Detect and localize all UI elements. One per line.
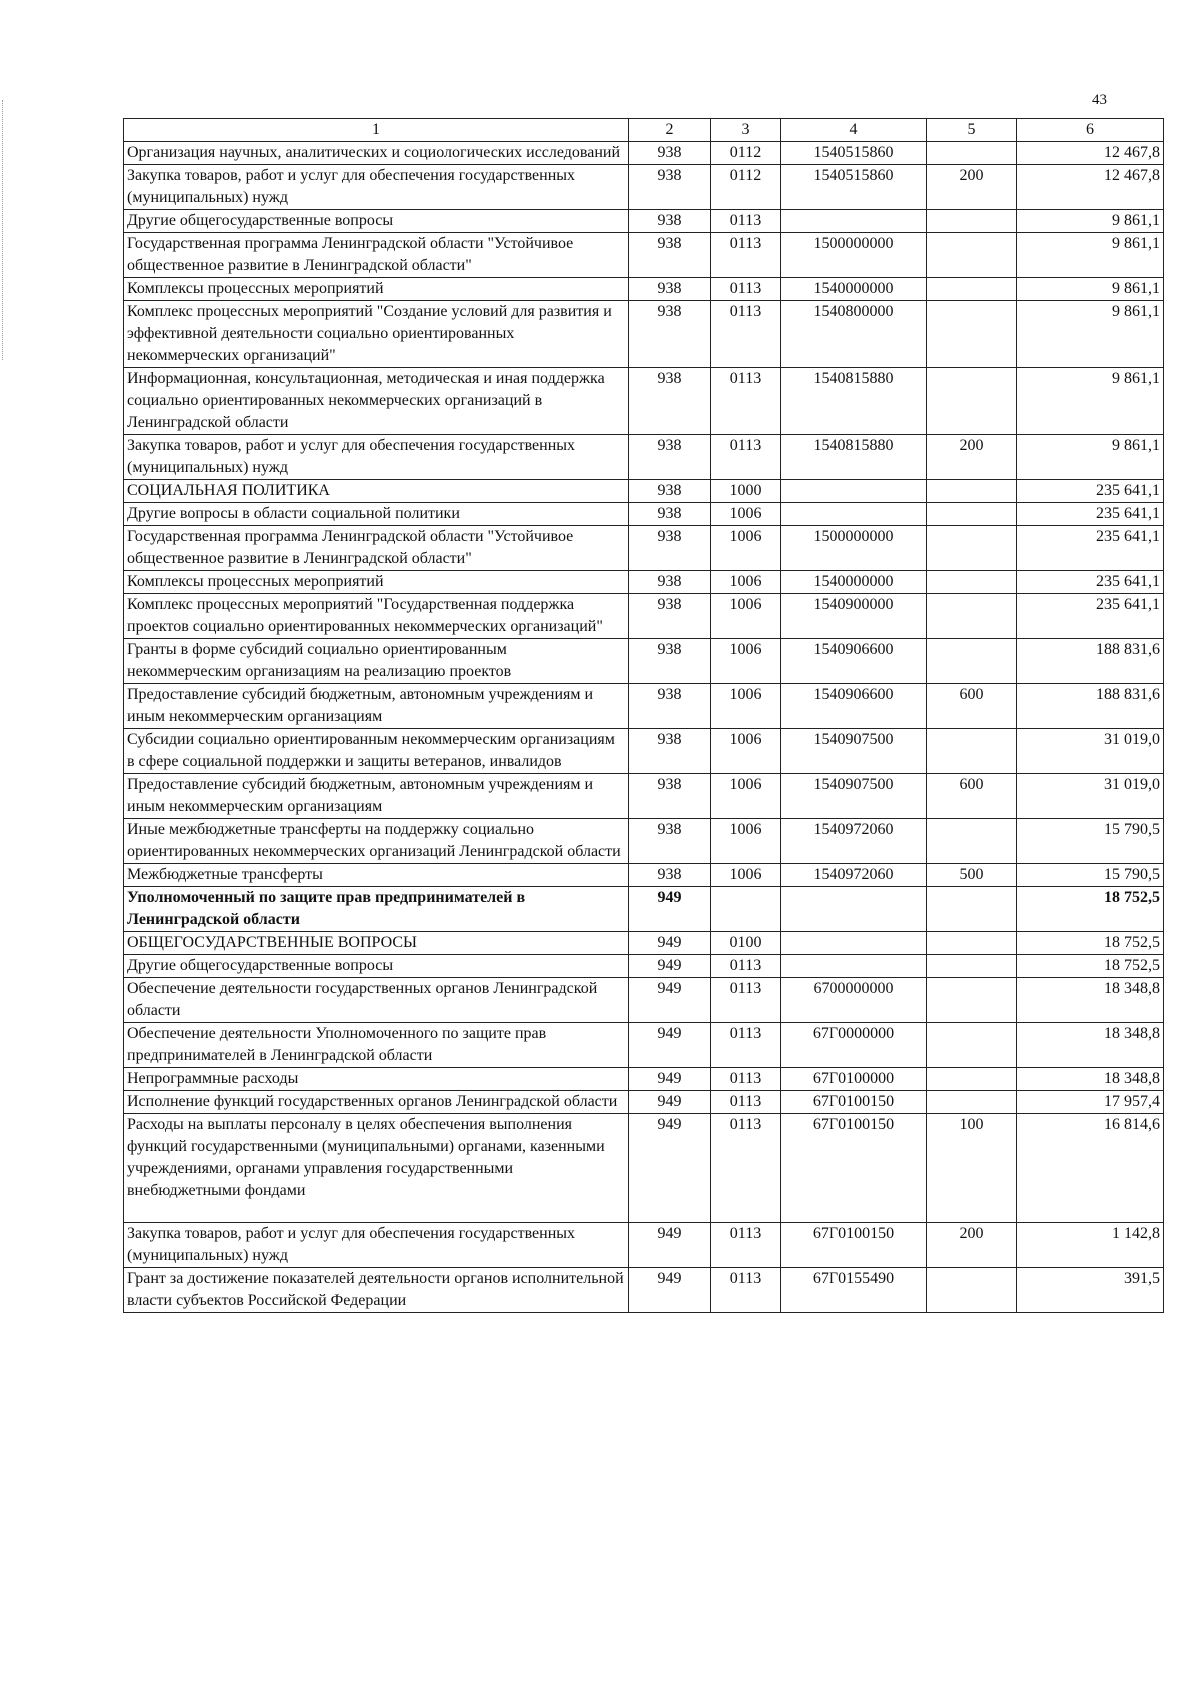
table-row bbox=[124, 1023, 1164, 1068]
row-sum-cell: 16 814,6 bbox=[1017, 1114, 1164, 1223]
row-name-cell: Предоставление субсидий бюджетным, автономным учреждениям и иным некоммерческим организациям bbox=[124, 684, 629, 729]
row-col4-cell: 67Г0100150 bbox=[781, 1091, 927, 1114]
row-name-cell: Гранты в форме субсидий социально ориентированным некоммерческим организациям на реализацию проектов bbox=[124, 639, 629, 684]
row-sum-cell: 235 641,1 bbox=[1017, 526, 1164, 571]
row-col4-cell: 1540972060 bbox=[781, 819, 927, 864]
row-col5-cell bbox=[927, 233, 1017, 278]
row-col2-cell: 938 bbox=[629, 594, 711, 639]
row-col4-cell bbox=[781, 210, 927, 233]
row-col2-cell: 938 bbox=[629, 278, 711, 301]
header-cell: 5 bbox=[927, 119, 1017, 142]
row-sum-cell: 9 861,1 bbox=[1017, 278, 1164, 301]
table-row bbox=[124, 503, 1164, 526]
row-sum-cell: 31 019,0 bbox=[1017, 774, 1164, 819]
row-col2-cell: 938 bbox=[629, 165, 711, 210]
row-col3-cell: 1006 bbox=[711, 729, 781, 774]
table-row bbox=[124, 774, 1164, 819]
row-col3-cell: 1006 bbox=[711, 684, 781, 729]
row-col5-cell: 200 bbox=[927, 435, 1017, 480]
row-col5-cell: 600 bbox=[927, 684, 1017, 729]
row-col3-cell: 1006 bbox=[711, 774, 781, 819]
row-sum-cell: 391,5 bbox=[1017, 1268, 1164, 1313]
row-sum-cell: 9 861,1 bbox=[1017, 301, 1164, 368]
row-col2-cell: 938 bbox=[629, 729, 711, 774]
row-sum-cell: 188 831,6 bbox=[1017, 639, 1164, 684]
row-sum-cell: 18 752,5 bbox=[1017, 887, 1164, 932]
table-row bbox=[124, 639, 1164, 684]
row-col2-cell: 938 bbox=[629, 301, 711, 368]
row-col4-cell: 67Г0100150 bbox=[781, 1223, 927, 1268]
row-sum-cell: 235 641,1 bbox=[1017, 503, 1164, 526]
row-col3-cell: 1006 bbox=[711, 526, 781, 571]
row-col3-cell: 0113 bbox=[711, 1268, 781, 1313]
row-col5-cell bbox=[927, 480, 1017, 503]
row-col5-cell bbox=[927, 210, 1017, 233]
row-col4-cell: 1540000000 bbox=[781, 571, 927, 594]
header-cell: 3 bbox=[711, 119, 781, 142]
table-row bbox=[124, 278, 1164, 301]
row-col2-cell: 949 bbox=[629, 1114, 711, 1223]
row-col4-cell: 67Г0100000 bbox=[781, 1068, 927, 1091]
row-col4-cell bbox=[781, 932, 927, 955]
row-col4-cell: 1540800000 bbox=[781, 301, 927, 368]
row-col4-cell: 1540906600 bbox=[781, 639, 927, 684]
row-col4-cell: 1540972060 bbox=[781, 864, 927, 887]
row-col5-cell bbox=[927, 526, 1017, 571]
table-row bbox=[124, 368, 1164, 435]
row-col3-cell: 0113 bbox=[711, 1068, 781, 1091]
row-col5-cell: 200 bbox=[927, 1223, 1017, 1268]
row-sum-cell: 235 641,1 bbox=[1017, 480, 1164, 503]
row-name-cell: Исполнение функций государственных органов Ленинградской области bbox=[124, 1091, 629, 1114]
row-name-cell: Грант за достижение показателей деятельности органов исполнительной власти субъектов Российской Федерации bbox=[124, 1268, 629, 1313]
header-cell: 1 bbox=[124, 119, 629, 142]
row-col5-cell bbox=[927, 978, 1017, 1023]
row-sum-cell: 188 831,6 bbox=[1017, 684, 1164, 729]
row-col4-cell: 1540907500 bbox=[781, 774, 927, 819]
row-col2-cell: 938 bbox=[629, 684, 711, 729]
row-col4-cell: 1540000000 bbox=[781, 278, 927, 301]
header-cell: 2 bbox=[629, 119, 711, 142]
row-col2-cell: 949 bbox=[629, 1091, 711, 1114]
row-col4-cell: 1540515860 bbox=[781, 165, 927, 210]
row-col3-cell: 1006 bbox=[711, 503, 781, 526]
row-name-cell: Уполномоченный по защите прав предпринимателей в Ленинградской области bbox=[124, 887, 629, 932]
row-col5-cell bbox=[927, 819, 1017, 864]
row-col2-cell: 949 bbox=[629, 887, 711, 932]
row-name-cell: Обеспечение деятельности Уполномоченного по защите прав предпринимателей в Ленинградской области bbox=[124, 1023, 629, 1068]
row-col2-cell: 938 bbox=[629, 774, 711, 819]
row-col4-cell: 67Г0100150 bbox=[781, 1114, 927, 1223]
row-col3-cell: 0113 bbox=[711, 233, 781, 278]
row-col4-cell: 1540815880 bbox=[781, 435, 927, 480]
row-sum-cell: 1 142,8 bbox=[1017, 1223, 1164, 1268]
row-col4-cell: 6700000000 bbox=[781, 978, 927, 1023]
row-sum-cell: 18 752,5 bbox=[1017, 955, 1164, 978]
row-col3-cell: 1006 bbox=[711, 819, 781, 864]
row-col4-cell: 1500000000 bbox=[781, 526, 927, 571]
table-row bbox=[124, 526, 1164, 571]
row-col4-cell: 1500000000 bbox=[781, 233, 927, 278]
table-row bbox=[124, 1223, 1164, 1268]
row-col3-cell: 0113 bbox=[711, 435, 781, 480]
row-col2-cell: 949 bbox=[629, 955, 711, 978]
row-name-cell: Другие общегосударственные вопросы bbox=[124, 210, 629, 233]
row-col5-cell bbox=[927, 1023, 1017, 1068]
row-col5-cell bbox=[927, 887, 1017, 932]
row-col5-cell bbox=[927, 729, 1017, 774]
row-col5-cell bbox=[927, 1268, 1017, 1313]
header-cell: 6 bbox=[1017, 119, 1164, 142]
row-sum-cell: 15 790,5 bbox=[1017, 819, 1164, 864]
row-col2-cell: 938 bbox=[629, 503, 711, 526]
row-col4-cell bbox=[781, 503, 927, 526]
row-col3-cell: 0100 bbox=[711, 932, 781, 955]
row-sum-cell: 9 861,1 bbox=[1017, 435, 1164, 480]
row-col3-cell: 0113 bbox=[711, 1114, 781, 1223]
row-col3-cell bbox=[711, 887, 781, 932]
table-row bbox=[124, 819, 1164, 864]
row-col5-cell bbox=[927, 955, 1017, 978]
row-col3-cell: 1006 bbox=[711, 594, 781, 639]
row-col3-cell: 0113 bbox=[711, 278, 781, 301]
row-sum-cell: 17 957,4 bbox=[1017, 1091, 1164, 1114]
row-col3-cell: 0112 bbox=[711, 165, 781, 210]
row-col3-cell: 0113 bbox=[711, 210, 781, 233]
row-name-cell: Государственная программа Ленинградской области "Устойчивое общественное развитие в Ленинградской области" bbox=[124, 233, 629, 278]
row-name-cell: Комплексы процессных мероприятий bbox=[124, 571, 629, 594]
row-col5-cell: 200 bbox=[927, 165, 1017, 210]
table-row bbox=[124, 165, 1164, 210]
table-row bbox=[124, 955, 1164, 978]
scan-margin-marks bbox=[2, 100, 6, 360]
table-row bbox=[124, 571, 1164, 594]
row-sum-cell: 9 861,1 bbox=[1017, 233, 1164, 278]
table-row bbox=[124, 435, 1164, 480]
table-row bbox=[124, 142, 1164, 165]
row-col4-cell bbox=[781, 955, 927, 978]
row-col5-cell bbox=[927, 142, 1017, 165]
table-row bbox=[124, 978, 1164, 1023]
row-sum-cell: 235 641,1 bbox=[1017, 594, 1164, 639]
row-name-cell: Непрограммные расходы bbox=[124, 1068, 629, 1091]
row-col5-cell: 600 bbox=[927, 774, 1017, 819]
row-sum-cell: 18 348,8 bbox=[1017, 978, 1164, 1023]
budget-table bbox=[123, 118, 1164, 1313]
row-col2-cell: 949 bbox=[629, 1268, 711, 1313]
row-col5-cell bbox=[927, 1091, 1017, 1114]
row-name-cell: Межбюджетные трансферты bbox=[124, 864, 629, 887]
row-col5-cell bbox=[927, 503, 1017, 526]
row-col2-cell: 949 bbox=[629, 1223, 711, 1268]
row-col3-cell: 0113 bbox=[711, 1023, 781, 1068]
table-row bbox=[124, 729, 1164, 774]
table-row bbox=[124, 684, 1164, 729]
table-row bbox=[124, 1068, 1164, 1091]
row-col4-cell bbox=[781, 887, 927, 932]
row-name-cell: Расходы на выплаты персоналу в целях обеспечения выполнения функций государственными (муниципальными) органами, казенными учреждениями, органами управления государственными внебюджетными фондами bbox=[124, 1114, 629, 1223]
row-col5-cell bbox=[927, 278, 1017, 301]
row-col2-cell: 938 bbox=[629, 435, 711, 480]
row-col3-cell: 1006 bbox=[711, 639, 781, 684]
row-col5-cell bbox=[927, 368, 1017, 435]
row-name-cell: Предоставление субсидий бюджетным, автономным учреждениям и иным некоммерческим организациям bbox=[124, 774, 629, 819]
row-name-cell: Обеспечение деятельности государственных органов Ленинградской области bbox=[124, 978, 629, 1023]
table-row bbox=[124, 301, 1164, 368]
row-sum-cell: 18 348,8 bbox=[1017, 1023, 1164, 1068]
row-sum-cell: 12 467,8 bbox=[1017, 142, 1164, 165]
row-col3-cell: 1006 bbox=[711, 571, 781, 594]
row-col5-cell bbox=[927, 639, 1017, 684]
row-col5-cell bbox=[927, 594, 1017, 639]
row-col4-cell: 1540515860 bbox=[781, 142, 927, 165]
row-name-cell: Комплекс процессных мероприятий "Государственная поддержка проектов социально ориентированных некоммерческих организаций" bbox=[124, 594, 629, 639]
row-col3-cell: 0113 bbox=[711, 978, 781, 1023]
row-name-cell: Закупка товаров, работ и услуг для обеспечения государственных (муниципальных) нужд bbox=[124, 165, 629, 210]
row-col2-cell: 938 bbox=[629, 526, 711, 571]
table-row bbox=[124, 864, 1164, 887]
row-col5-cell bbox=[927, 1068, 1017, 1091]
row-col3-cell: 1006 bbox=[711, 864, 781, 887]
row-name-cell: Комплекс процессных мероприятий "Создание условий для развития и эффективной деятельности социально ориентированных некоммерческих организаций" bbox=[124, 301, 629, 368]
row-name-cell: Государственная программа Ленинградской области "Устойчивое общественное развитие в Ленинградской области" bbox=[124, 526, 629, 571]
row-name-cell: Другие вопросы в области социальной политики bbox=[124, 503, 629, 526]
table-row bbox=[124, 887, 1164, 932]
row-col3-cell: 0113 bbox=[711, 1223, 781, 1268]
row-col4-cell: 1540900000 bbox=[781, 594, 927, 639]
row-col3-cell: 0113 bbox=[711, 955, 781, 978]
row-col3-cell: 1000 bbox=[711, 480, 781, 503]
row-name-cell: Информационная, консультационная, методическая и иная поддержка социально ориентированных некоммерческих организаций в Ленинградской области bbox=[124, 368, 629, 435]
row-name-cell: Закупка товаров, работ и услуг для обеспечения государственных (муниципальных) нужд bbox=[124, 435, 629, 480]
row-name-cell: Иные межбюджетные трансферты на поддержку социально ориентированных некоммерческих организаций Ленинградской области bbox=[124, 819, 629, 864]
row-sum-cell: 12 467,8 bbox=[1017, 165, 1164, 210]
row-col5-cell bbox=[927, 301, 1017, 368]
row-col2-cell: 949 bbox=[629, 1023, 711, 1068]
row-col2-cell: 938 bbox=[629, 210, 711, 233]
row-col2-cell: 938 bbox=[629, 639, 711, 684]
row-name-cell: СОЦИАЛЬНАЯ ПОЛИТИКА bbox=[124, 480, 629, 503]
row-col4-cell: 1540906600 bbox=[781, 684, 927, 729]
row-name-cell: Комплексы процессных мероприятий bbox=[124, 278, 629, 301]
table-row bbox=[124, 1114, 1164, 1223]
row-name-cell: Субсидии социально ориентированным некоммерческим организациям в сфере социальной поддержки и защиты ветеранов, инвалидов bbox=[124, 729, 629, 774]
table-row bbox=[124, 233, 1164, 278]
row-sum-cell: 18 752,5 bbox=[1017, 932, 1164, 955]
table-row bbox=[124, 480, 1164, 503]
row-col2-cell: 938 bbox=[629, 864, 711, 887]
row-col2-cell: 949 bbox=[629, 932, 711, 955]
row-name-cell: Другие общегосударственные вопросы bbox=[124, 955, 629, 978]
row-col2-cell: 938 bbox=[629, 233, 711, 278]
row-col5-cell bbox=[927, 932, 1017, 955]
row-sum-cell: 235 641,1 bbox=[1017, 571, 1164, 594]
table-header-row bbox=[124, 119, 1164, 142]
row-col2-cell: 938 bbox=[629, 819, 711, 864]
row-sum-cell: 15 790,5 bbox=[1017, 864, 1164, 887]
row-col5-cell bbox=[927, 571, 1017, 594]
row-col4-cell: 1540907500 bbox=[781, 729, 927, 774]
row-sum-cell: 9 861,1 bbox=[1017, 368, 1164, 435]
table-row bbox=[124, 594, 1164, 639]
row-name-cell: Организация научных, аналитических и социологических исследований bbox=[124, 142, 629, 165]
row-name-cell: ОБЩЕГОСУДАРСТВЕННЫЕ ВОПРОСЫ bbox=[124, 932, 629, 955]
table-row bbox=[124, 932, 1164, 955]
row-col3-cell: 0113 bbox=[711, 1091, 781, 1114]
row-col2-cell: 949 bbox=[629, 978, 711, 1023]
row-name-cell: Закупка товаров, работ и услуг для обеспечения государственных (муниципальных) нужд bbox=[124, 1223, 629, 1268]
row-col2-cell: 938 bbox=[629, 368, 711, 435]
row-col3-cell: 0113 bbox=[711, 368, 781, 435]
row-col2-cell: 938 bbox=[629, 571, 711, 594]
table-row bbox=[124, 1268, 1164, 1313]
row-col2-cell: 949 bbox=[629, 1068, 711, 1091]
row-col2-cell: 938 bbox=[629, 142, 711, 165]
row-col4-cell: 1540815880 bbox=[781, 368, 927, 435]
row-col5-cell: 100 bbox=[927, 1114, 1017, 1223]
table-row bbox=[124, 1091, 1164, 1114]
table-row bbox=[124, 210, 1164, 233]
row-col4-cell: 67Г0000000 bbox=[781, 1023, 927, 1068]
row-col4-cell: 67Г0155490 bbox=[781, 1268, 927, 1313]
row-col2-cell: 938 bbox=[629, 480, 711, 503]
row-sum-cell: 9 861,1 bbox=[1017, 210, 1164, 233]
row-col3-cell: 0113 bbox=[711, 301, 781, 368]
row-col5-cell: 500 bbox=[927, 864, 1017, 887]
row-col4-cell bbox=[781, 480, 927, 503]
row-sum-cell: 18 348,8 bbox=[1017, 1068, 1164, 1091]
row-col3-cell: 0112 bbox=[711, 142, 781, 165]
header-cell: 4 bbox=[781, 119, 927, 142]
page-number: 43 bbox=[1092, 92, 1107, 108]
row-sum-cell: 31 019,0 bbox=[1017, 729, 1164, 774]
